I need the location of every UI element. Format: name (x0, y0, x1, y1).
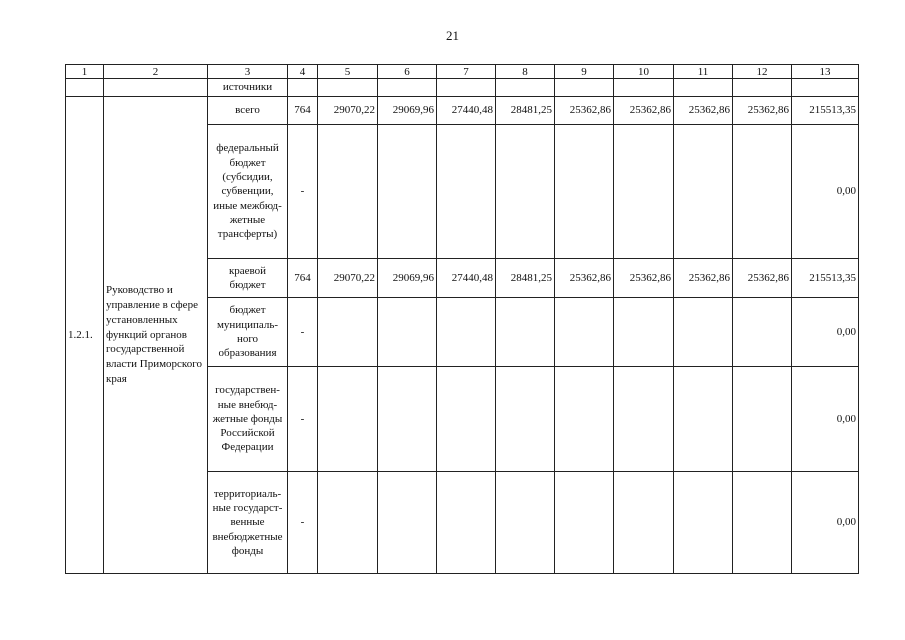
empty-cell (555, 79, 614, 97)
value-cell: 27440,48 (437, 97, 496, 125)
value-cell (437, 367, 496, 472)
value-cell (496, 367, 555, 472)
value-cell (496, 472, 555, 574)
budget-table (65, 64, 859, 574)
empty-cell (792, 79, 859, 97)
value-cell (496, 125, 555, 259)
value-cell (437, 125, 496, 259)
source-cell: государствен-ные внебюд-жетные фонды Российской Федерации (208, 367, 288, 472)
value-cell (555, 125, 614, 259)
value-cell (318, 298, 378, 367)
section-index: 1.2.1. (66, 97, 104, 574)
value-cell: 25362,86 (674, 259, 733, 298)
value-cell (555, 367, 614, 472)
total-cell: 0,00 (792, 367, 859, 472)
total-cell: 0,00 (792, 125, 859, 259)
value-cell: 29070,22 (318, 97, 378, 125)
column-number: 8 (496, 65, 555, 79)
value-cell: 25362,86 (555, 97, 614, 125)
column-number: 2 (104, 65, 208, 79)
value-cell (733, 125, 792, 259)
code-cell: 764 (288, 259, 318, 298)
value-cell (614, 298, 674, 367)
value-cell: 29069,96 (378, 259, 437, 298)
value-cell (437, 298, 496, 367)
column-number: 6 (378, 65, 437, 79)
code-cell: - (288, 125, 318, 259)
code-cell: - (288, 472, 318, 574)
value-cell: 25362,86 (555, 259, 614, 298)
code-cell: - (288, 298, 318, 367)
column-number: 1 (66, 65, 104, 79)
value-cell: 27440,48 (437, 259, 496, 298)
empty-cell (614, 79, 674, 97)
total-cell: 0,00 (792, 472, 859, 574)
value-cell: 28481,25 (496, 259, 555, 298)
value-cell (674, 472, 733, 574)
empty-cell (437, 79, 496, 97)
value-cell (378, 125, 437, 259)
code-cell: - (288, 367, 318, 472)
value-cell (318, 367, 378, 472)
source-cell: краевой бюджет (208, 259, 288, 298)
source-header-row (66, 79, 859, 97)
value-cell (555, 298, 614, 367)
value-cell (318, 472, 378, 574)
column-number: 3 (208, 65, 288, 79)
value-cell (555, 472, 614, 574)
source-header: источники (208, 79, 288, 97)
value-cell (674, 125, 733, 259)
empty-cell (733, 79, 792, 97)
value-cell (733, 367, 792, 472)
section-name: Руководство и управление в сфере установленных функций органов государственной власти Приморского края (104, 97, 208, 574)
value-cell (674, 367, 733, 472)
column-number: 5 (318, 65, 378, 79)
empty-cell (288, 79, 318, 97)
value-cell (614, 367, 674, 472)
value-cell (674, 298, 733, 367)
value-cell (378, 367, 437, 472)
value-cell (496, 298, 555, 367)
value-cell (378, 298, 437, 367)
value-cell: 29069,96 (378, 97, 437, 125)
value-cell (733, 298, 792, 367)
value-cell: 25362,86 (733, 259, 792, 298)
value-cell (318, 125, 378, 259)
value-cell: 25362,86 (674, 97, 733, 125)
value-cell (614, 125, 674, 259)
column-number: 10 (614, 65, 674, 79)
empty-cell (496, 79, 555, 97)
total-cell: 215513,35 (792, 97, 859, 125)
page-number: 21 (446, 28, 459, 43)
column-number: 12 (733, 65, 792, 79)
empty-cell (318, 79, 378, 97)
table-row (66, 97, 859, 125)
empty-cell (378, 79, 437, 97)
code-cell: 764 (288, 97, 318, 125)
column-number: 11 (674, 65, 733, 79)
value-cell: 28481,25 (496, 97, 555, 125)
column-number: 7 (437, 65, 496, 79)
value-cell: 25362,86 (614, 97, 674, 125)
value-cell (437, 472, 496, 574)
empty-cell (674, 79, 733, 97)
source-cell: территориаль-ные государст-венные внебюджетные фонды (208, 472, 288, 574)
source-cell: бюджет муниципаль-ного образования (208, 298, 288, 367)
column-number: 13 (792, 65, 859, 79)
total-cell: 0,00 (792, 298, 859, 367)
value-cell: 29070,22 (318, 259, 378, 298)
value-cell (733, 472, 792, 574)
column-number: 9 (555, 65, 614, 79)
value-cell: 25362,86 (614, 259, 674, 298)
value-cell (614, 472, 674, 574)
column-number-row (66, 65, 859, 79)
source-cell: всего (208, 97, 288, 125)
empty-cell (104, 79, 208, 97)
total-cell: 215513,35 (792, 259, 859, 298)
value-cell (378, 472, 437, 574)
source-cell: федеральный бюджет (субсидии, субвенции, иные межбюд-жетные трансферты) (208, 125, 288, 259)
empty-cell (66, 79, 104, 97)
value-cell: 25362,86 (733, 97, 792, 125)
column-number: 4 (288, 65, 318, 79)
